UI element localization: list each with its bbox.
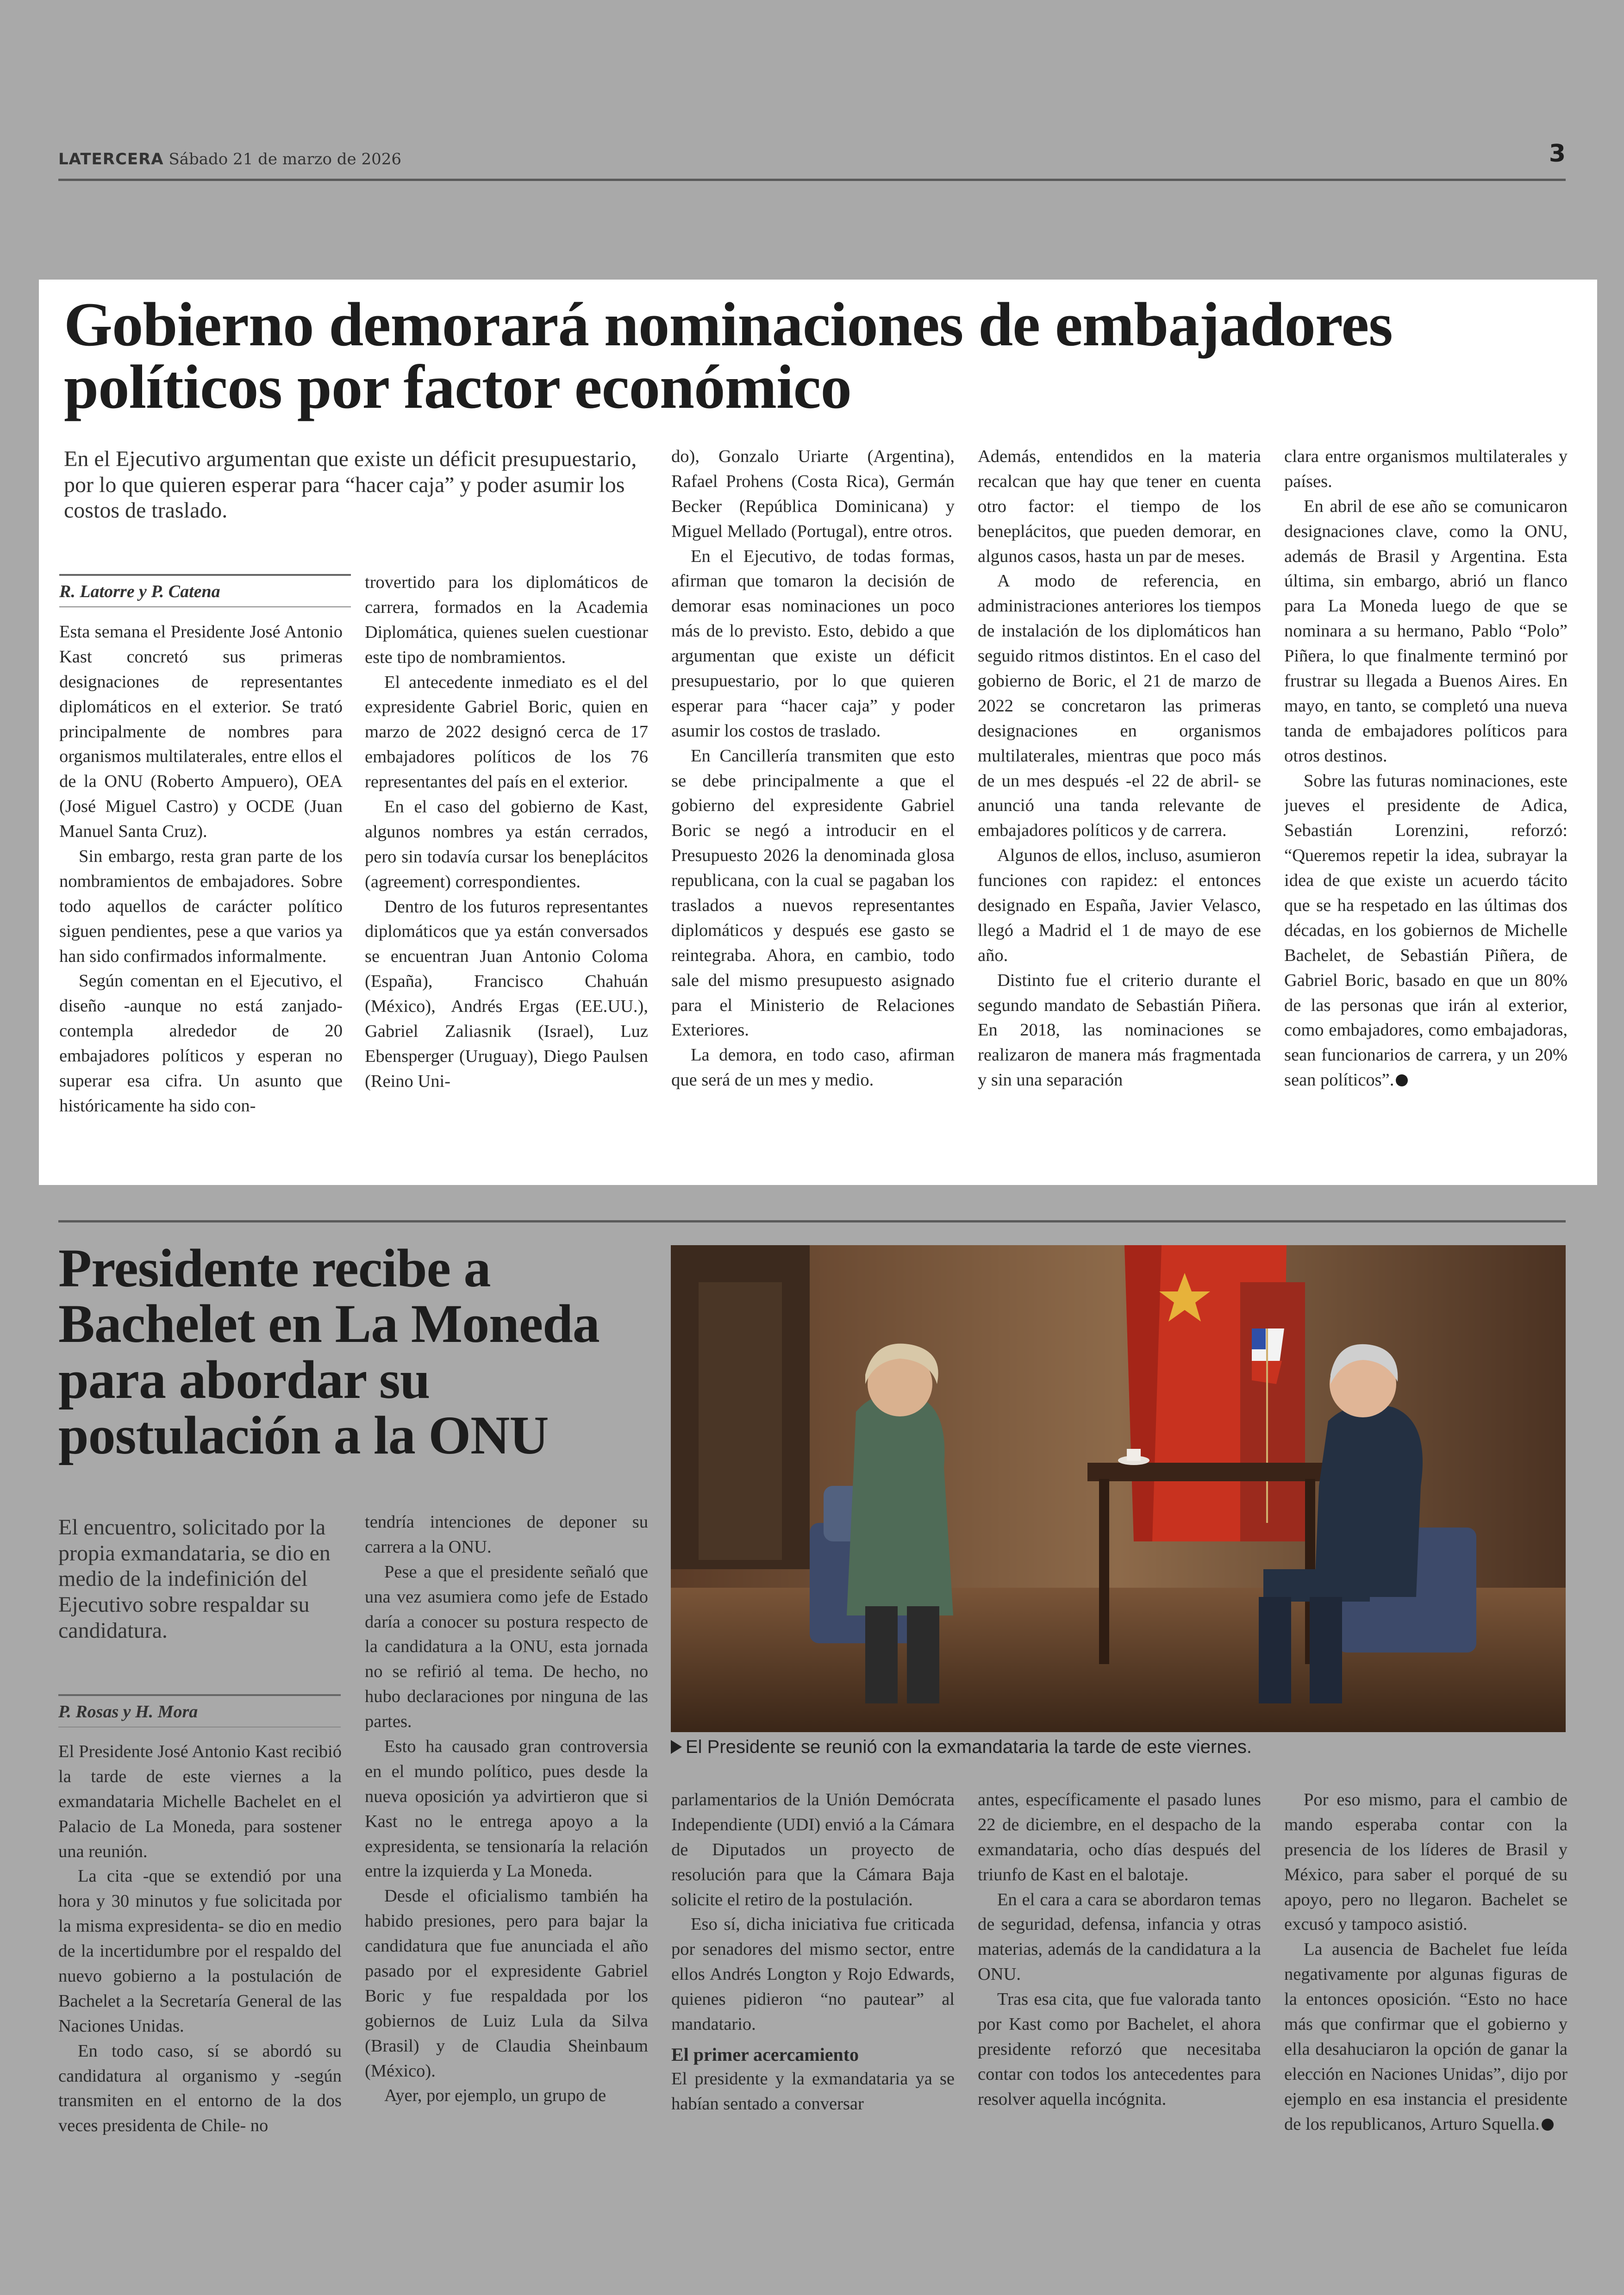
paragraph: El Presidente José Antonio Kast recibió la tarde de este viernes a la exmandataria Michelle Bachelet en el Palacio de La Moneda, para sostener una reunión. (58, 1742, 342, 1861)
page-number: 3 (1549, 140, 1566, 168)
photo-caption (671, 1737, 1566, 1758)
paragraph: Esto ha causado gran controversia en el mundo político, pues desde la nueva oposición ya advirtieron que si Kast no le entrega apoyo a la expresidenta, se tensionaría la relación entre la izquierda y La Moneda. (365, 1737, 648, 1881)
paragraph (1284, 769, 1568, 1093)
paragraph-text: Sobre las futuras nominaciones, este jueves el presidente de Adica, Sebastián Lorenzini, reforzó: “Queremos repetir la idea, subrayar la idea de que existe un acuerdo tácito que se ha respetado en las últimas dos décadas, en los gobiernos de Michelle Bachelet, de Sebastián Piñera, de Gabriel Boric, basado en que un 80% de las personas que irán al exterior, como embajadores, como embajadoras, sean funcionarios de carrera, y un 20% sean políticos”. (1284, 771, 1568, 1090)
article-column-2 (365, 570, 648, 1172)
subheading: El primer acercamiento (671, 2044, 859, 2065)
article-column-4 (978, 444, 1261, 1172)
masthead (58, 150, 401, 168)
brand-name: LATERCERA (58, 150, 164, 168)
article2-column-3 (671, 1788, 955, 2172)
page-header (58, 139, 1566, 181)
article-headline: Gobierno demorará nominaciones de embajadores políticos por factor económico (64, 290, 1393, 422)
paragraph: clara entre organismos multilaterales y países. (1284, 447, 1568, 491)
paragraph: Desde el oficialismo también ha habido presiones, pero para bajar la candidatura que fue anunciada el año pasado por el expresidente Gabriel Boric y fue respaldada por los gobiernos de Luiz Lula da Silva (Brasil) y de Claudia Sheinbaum (México). (365, 1886, 648, 2081)
paragraph: En el cara a cara se abordaron temas de seguridad, defensa, infancia y otras materias, además de la candidatura a la ONU. (978, 1890, 1261, 1984)
paragraph: trovertido para los diplomáticos de carrera, formados en la Academia Diplomática, quienes suelen cuestionar este tipo de nombramientos. (365, 573, 648, 667)
paragraph: Sin embargo, resta gran parte de los nombramientos de embajadores. Sobre todo aquellos de carácter político siguen pendientes, pese a que varios ya han sido confirmados informalmente. (59, 847, 343, 966)
article2-column-5 (1284, 1788, 1568, 2172)
caption-arrow-icon (671, 1740, 682, 1754)
paragraph: En Cancillería transmiten que esto se debe principalmente a que el gobierno del expresidente Gabriel Boric se negó a introducir en el Presupuesto 2026 la denominada glosa republicana, con la cual se pagaban los traslados a nuevos representantes diplomáticos y después ese gasto se reintegraba. Ahora, en cambio, todo sale del mismo presupuesto asignado para el Ministerio de Relaciones Exteriores. (671, 746, 955, 1040)
paragraph: La cita -que se extendió por una hora y 30 minutos y fue solicitada por la misma expresidenta- se dio en medio de la incertidumbre por el respaldo del nuevo gobierno a la postulación de Bachelet a la Secretaría General de las Naciones Unidas. (58, 1866, 342, 2036)
paragraph: La demora, en todo caso, afirman que será de un mes y medio. (671, 1045, 955, 1090)
paragraph: Por eso mismo, para el cambio de mando esperaba contar con la presencia de los líderes de Brasil y México, para saber el porqué de su apoyo, pero no llegaron. Bachelet se excusó y tampoco asistió. (1284, 1790, 1568, 1934)
paragraph: Distinto fue el criterio durante el segundo mandato de Sebastián Piñera. En 2018, las nominaciones se realizaron de manera más fragmentada y sin una separación (978, 970, 1261, 1090)
paragraph (1284, 1937, 1568, 2137)
paragraph: Pese a que el presidente señaló que una vez asumiera como jefe de Estado daría a conocer su postura respecto de la candidatura a la ONU, esta jornada no se refirió al tema. De hecho, no hubo declaraciones por ninguna de las partes. (365, 1562, 648, 1732)
caption-text: El Presidente se reunió con la exmandataria la tarde de este viernes. (686, 1737, 1252, 1757)
section-divider (58, 1220, 1566, 1222)
photo-kast-bachelet-meeting (671, 1245, 1566, 1732)
paragraph: Tras esa cita, que fue valorada tanto por Kast como por Bachelet, el ahora presidente reforzó que necesitaba contar con todos los antecedentes para resolver aquella incógnita. (978, 1989, 1261, 2109)
paragraph: En el caso del gobierno de Kast, algunos nombres ya están cerrados, pero sin todavía cursar los beneplácitos (agreement) correspondientes. (365, 797, 648, 892)
article2-column-4 (978, 1788, 1261, 2172)
end-of-article-dot-icon (1542, 2119, 1554, 2131)
paragraph-text: La ausencia de Bachelet fue leída negativamente por algunas figuras de la entonces oposición. “Esto no hace más que confirmar que el gobierno y ella desahuciaron la opción de ganar la elección en Naciones Unidas”, dijo por ejemplo en esa instancia el presidente de los republicanos, Arturo Squella. (1284, 1940, 1568, 2134)
paragraph: Eso sí, dicha iniciativa fue criticada por senadores del mismo sector, entre ellos Andrés Longton y Rojo Edwards, quienes pidieron “no pautear” al mandatario. (671, 1915, 955, 2034)
issue-date: Sábado 21 de marzo de 2026 (169, 150, 402, 168)
byline-bachelet: P. Rosas y H. Mora (58, 1694, 341, 1727)
article-embajadores (39, 280, 1597, 1185)
paragraph: El presidente y la exmandataria ya se habían sentado a conversar (671, 2069, 955, 2114)
paragraph: En todo caso, sí se abordó su candidatura al organismo y -según transmiten en el entorno de la dos veces presidenta de Chile- no (58, 2041, 342, 2136)
paragraph: En abril de ese año se comunicaron designaciones clave, como la ONU, además de Brasil y Argentina. Esta última, sin embargo, abrió un flanco para La Moneda luego de que se nominara a su hermano, Pablo “Polo” Piñera, lo que finalmente terminó por frustrar su llegada a Buenos Aires. En mayo, en tanto, se completó una nueva tanda de embajadores políticos para otros destinos. (1284, 496, 1568, 766)
article-lead-bachelet: El encuentro, solicitado por la propia exmandataria, se dio en medio de la indefinición del Ejecutivo sobre respaldar su candidatura. (58, 1515, 331, 1643)
paragraph: parlamentarios de la Unión Demócrata Independiente (UDI) envió a la Cámara de Diputados un proyecto de resolución para que la Cámara Baja solicite el retiro de la postulación. (671, 1790, 955, 1909)
paragraph: A modo de referencia, en administraciones anteriores los tiempos de instalación de los diplomáticos han seguido ritmos distintos. En el caso del gobierno de Boric, el 21 de marzo de 2022 se concretaron las primeras designaciones en organismos multilaterales, mientras que poco más de un mes después -el 22 de abril- se anunció una tanda relevante de embajadores políticos y de carrera. (978, 571, 1261, 841)
paragraph: do), Gonzalo Uriarte (Argentina), Rafael Prohens (Costa Rica), Germán Becker (República Dominicana) y Miguel Mellado (Portugal), entre otros. (671, 447, 955, 541)
paragraph: antes, específicamente el pasado lunes 22 de diciembre, en el despacho de la exmandataria, ocho días después del triunfo de Kast en el balotaje. (978, 1790, 1261, 1884)
byline: R. Latorre y P. Catena (59, 574, 351, 607)
paragraph: Además, entendidos en la materia recalcan que hay que tener en cuenta otro factor: el tiempo de los beneplácitos, que pueden demorar, en algunos casos, hasta un par de meses. (978, 447, 1261, 566)
paragraph: Ayer, por ejemplo, un grupo de (384, 2086, 606, 2106)
article-lead: En el Ejecutivo argumentan que existe un déficit presupuestario, por lo que quieren esperar para “hacer caja” y poder asumir los costos de traslado. (64, 447, 637, 523)
paragraph: En el Ejecutivo, de todas formas, afirman que tomaron la decisión de demorar esas nominaciones un poco más de lo previsto. Esto, debido a que argumentan que existe un déficit presupuestario, por lo que quieren esperar para “hacer caja” y poder asumir los costos de traslado. (671, 546, 955, 741)
paragraph: Según comentan en el Ejecutivo, el diseño -aunque no está zanjado- contempla alrededor de 20 embajadores políticos y esperan no superar esa cifra. Un asunto que históricamente ha sido con- (59, 971, 343, 1116)
end-of-article-dot-icon (1396, 1074, 1408, 1086)
article-column-5 (1284, 444, 1568, 1172)
meeting-photo-illustration (671, 1245, 1566, 1732)
article-column-1 (59, 620, 343, 1171)
paragraph: Dentro de los futuros representantes diplomáticos que ya están conversados se encuentran Juan Antonio Coloma (España), Francisco Chahuán (México), Andrés Ergas (EE.UU.), Gabriel Zaliasnik (Israel), Luz Ebensperger (Uruguay), Diego Paulsen (Reino Uni- (365, 897, 648, 1091)
paragraph: El antecedente inmediato es el del expresidente Gabriel Boric, quien en marzo de 2022 designó cerca de 17 embajadores políticos de los 76 representantes del país en el exterior. (365, 672, 648, 792)
article2-column-2 (365, 1510, 648, 2171)
article2-column-1 (58, 1740, 342, 2170)
paragraph: Esta semana el Presidente José Antonio Kast concretó sus primeras designaciones de representantes diplomáticos en el exterior. Se trató principalmente de nombres para organismos multilaterales, entre ellos el de la ONU (Roberto Ampuero), OEA (José Miguel Castro) y OCDE (Juan Manuel Santa Cruz). (59, 622, 343, 842)
article-column-3 (671, 444, 955, 1172)
paragraph: tendría intenciones de deponer su carrera a la ONU. (365, 1512, 648, 1557)
paragraph: Algunos de ellos, incluso, asumieron funciones con rapidez: el entonces designado en España, Javier Velasco, llegó a Madrid el 1 de mayo de ese año. (978, 846, 1261, 965)
article-headline-bachelet: Presidente recibe a Bachelet en La Moneda para abordar su postulación a la ONU (58, 1238, 600, 1466)
